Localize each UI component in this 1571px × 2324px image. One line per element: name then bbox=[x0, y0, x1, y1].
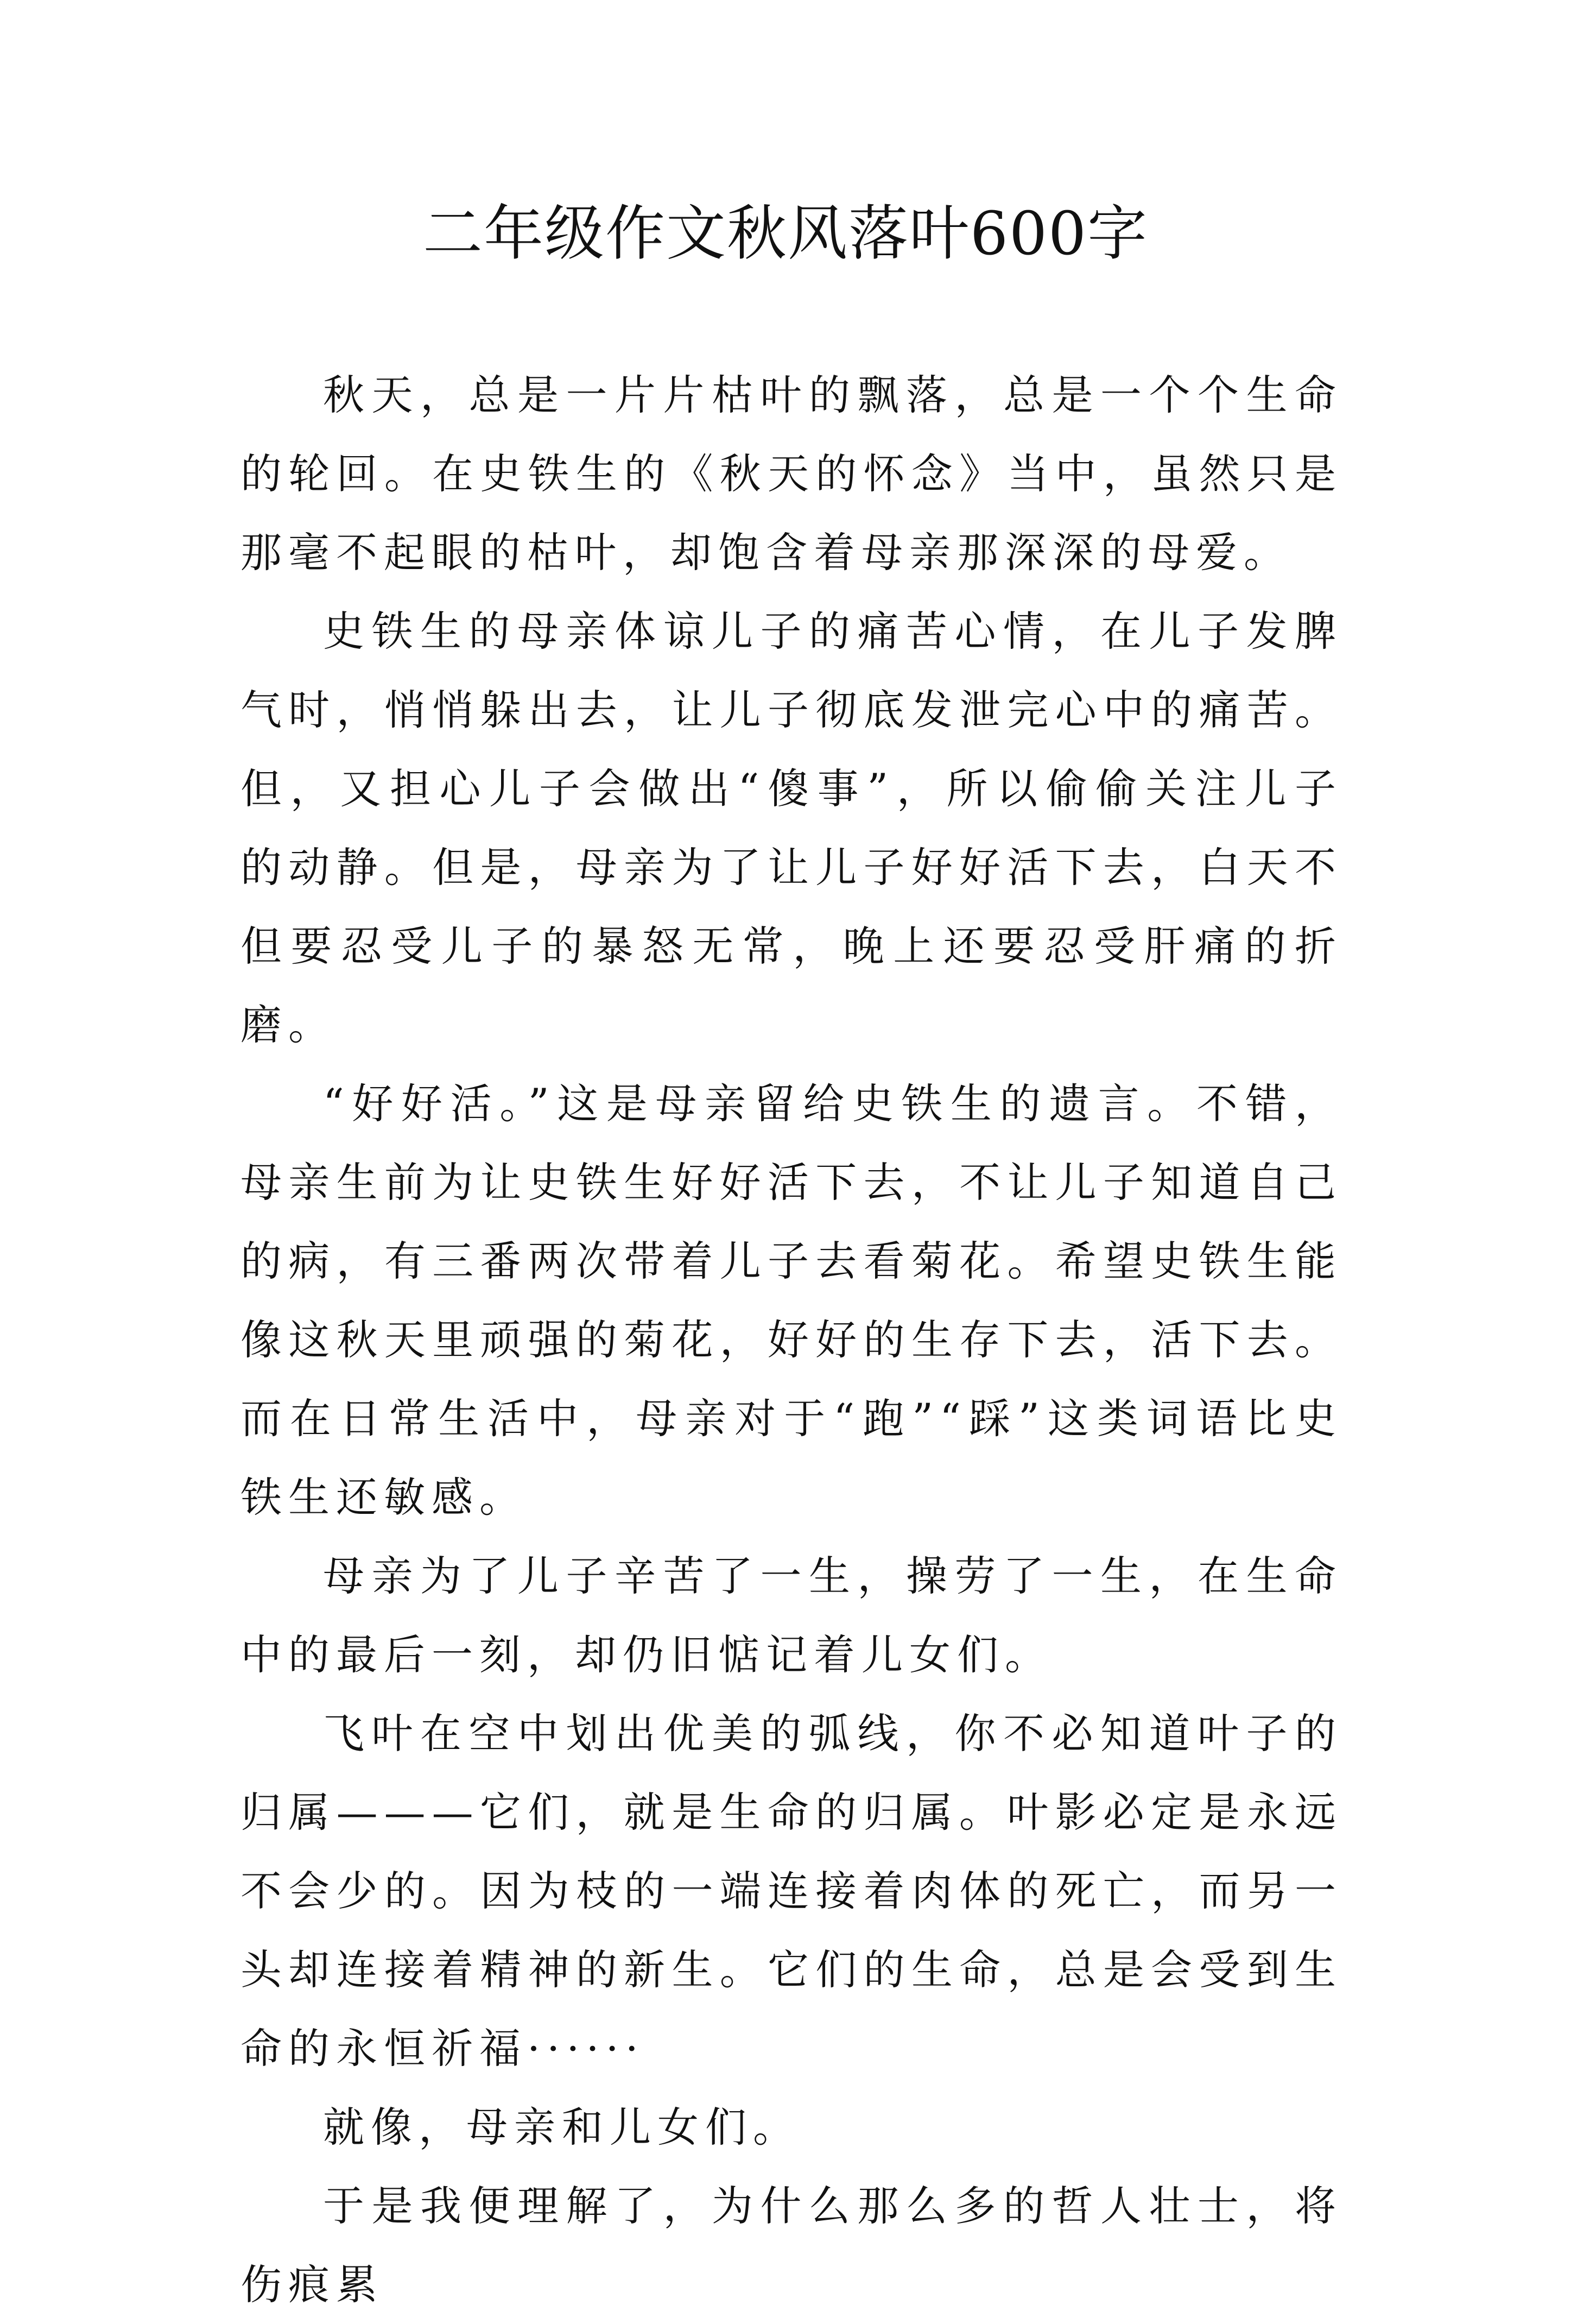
paragraph-5: 飞叶在空中划出优美的弧线，你不必知道叶子的归属———它们，就是生命的归属。叶影必定是永远不会少的。因为枝的一端连接着肉体的死亡，而另一头却连接着精神的新生。它们的生命，总是会受到生命的永恒祈福······ bbox=[240, 1709, 1342, 2073]
document-title: 二年级作文秋风落叶600字 bbox=[423, 199, 1148, 268]
paragraph-2: 史铁生的母亲体谅儿子的痛苦心情，在儿子发脾气时，悄悄躲出去，让儿子彻底发泄完心中的痛苦。但，又担心儿子会做出“傻事”，所以偷偷关注儿子的动静。但是，母亲为了让儿子好好活下去，白天不但要忍受儿子的暴怒无常，晚上还要忍受肝痛的折磨。 bbox=[240, 607, 1342, 1049]
paragraph-4: 母亲为了儿子辛苦了一生，操劳了一生，在生命中的最后一刻，却仍旧惦记着儿女们。 bbox=[240, 1552, 1342, 1679]
paragraph-6: 就像，母亲和儿女们。 bbox=[323, 2103, 801, 2151]
document-body bbox=[240, 356, 1342, 2324]
paragraph-3: “好好活。”这是母亲留给史铁生的遗言。不错，母亲生前为让史铁生好好活下去，不让儿子知道自己的病，有三番两次带着儿子去看菊花。希望史铁生能像这秋天里顽强的菊花，好好的生存下去，活下去。而在日常生活中，母亲对于“跑”“踩”这类词语比史铁生还敏感。 bbox=[240, 1079, 1342, 1521]
paragraph-1: 秋天，总是一片片枯叶的飘落，总是一个个生命的轮回。在史铁生的《秋天的怀念》当中，虽然只是那毫不起眼的枯叶，却饱含着母亲那深深的母爱。 bbox=[240, 371, 1342, 577]
paragraph-7: 于是我便理解了，为什么那么多的哲人壮士，将伤痕累 bbox=[240, 2182, 1342, 2309]
